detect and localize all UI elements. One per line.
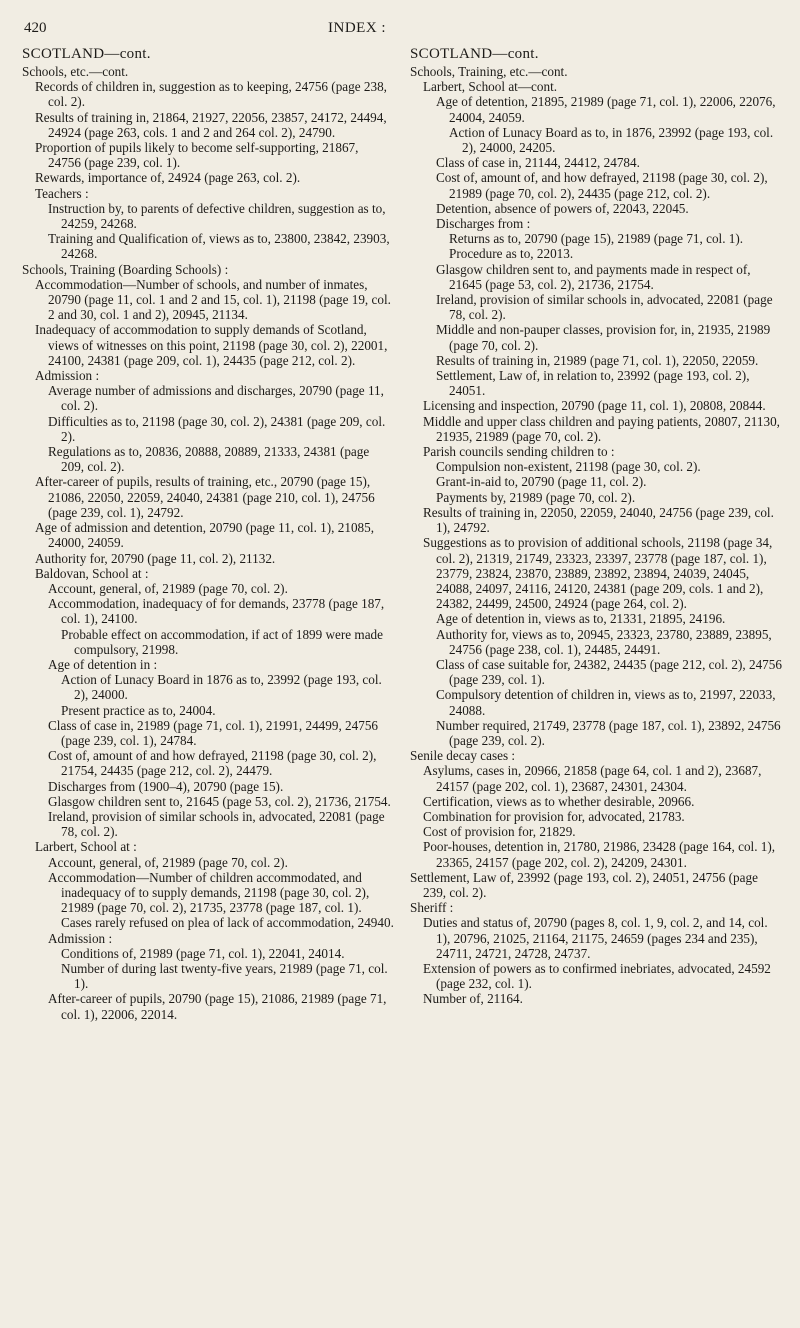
index-entry: Accommodation—Number of schools, and number of inmates, 20790 (page 11, col. 1 and 2 and 15, col. 1), 21198 (page 19, col. 2 and 30, col. 1 and 2), 20945, 21134. bbox=[35, 276, 391, 323]
page-number: 420 bbox=[24, 20, 47, 36]
index-entry: Account, general, of, 21989 (page 70, col. 2). bbox=[48, 580, 288, 596]
index-entry: Action of Lunacy Board as to, in 1876, 23992 (page 193, col. 2), 24000, 24205. bbox=[449, 124, 774, 156]
index-entry: Compulsory detention of children in, views as to, 21997, 22033, 24088. bbox=[436, 687, 776, 718]
index-entry: Settlement, Law of, 23992 (page 193, col. 2), 24051, 24756 (page 239, col. 2). bbox=[410, 869, 758, 900]
left-column bbox=[22, 44, 394, 1022]
index-entry: Suggestions as to provision of additional schools, 21198 (page 34, col. 2), 21319, 21749, 23323, 23397, 23778 (page 187, col. 1), 23779, 23824, 23870, 23889, 23892, 23894, 24039, 24045, 24088, 24097, 24116, 24120, 24381 (page 209, cols. 1 and 2), 24382, 24499, 24500, 24924 (page 264, col. 2). bbox=[423, 535, 773, 612]
index-entry: Sheriff : bbox=[410, 900, 454, 916]
running-title: INDEX : bbox=[328, 20, 387, 36]
index-entry: Cost of, amount of, and how defrayed, 21198 (page 30, col. 2), 21989 (page 70, col. 2), 24435 (page 212, col. 2). bbox=[436, 170, 768, 201]
index-entry: Glasgow children sent to, and payments made in respect of, 21645 (page 53, col. 2), 21736, 21754. bbox=[436, 261, 751, 292]
index-entry: Grant-in-aid to, 20790 (page 11, col. 2). bbox=[436, 474, 647, 490]
index-entry: Cost of, amount of and how defrayed, 21198 (page 30, col. 2), 21754, 24435 (page 212, col. 2), 24479. bbox=[48, 748, 377, 779]
index-entry: Class of case suitable for, 24382, 24435 (page 212, col. 2), 24756 (page 239, col. 1). bbox=[436, 656, 782, 688]
index-entry: Returns as to, 20790 (page 15), 21989 (page 71, col. 1). bbox=[449, 231, 744, 247]
index-entry: Rewards, importance of, 24924 (page 263, col. 2). bbox=[35, 170, 301, 186]
index-entry: Instruction by, to parents of defective children, suggestion as to, 24259, 24268. bbox=[48, 200, 386, 232]
index-entry: Parish councils sending children to : bbox=[423, 444, 615, 460]
index-entry: Number of, 21164. bbox=[423, 991, 523, 1007]
index-entry: Schools, Training (Boarding Schools) : bbox=[22, 261, 229, 277]
index-entry: Poor-houses, detention in, 21780, 21986, 23428 (page 164, col. 1), 23365, 24157 (page 202, col. 2), 24209, 24301. bbox=[423, 839, 776, 870]
index-entry: Number of during last twenty-five years, 21989 (page 71, col. 1). bbox=[61, 960, 388, 992]
index-entry: Discharges from (1900–4), 20790 (page 15). bbox=[48, 778, 284, 794]
index-entry: Detention, absence of powers of, 22043, 22045. bbox=[436, 200, 689, 216]
index-entry: Middle and upper class children and paying patients, 20807, 21130, 21935, 21989 (page 70, col. 2). bbox=[423, 413, 780, 444]
index-entry: Schools, Training, etc.—cont. bbox=[410, 64, 568, 79]
index-entry: Glasgow children sent to, 21645 (page 53, col. 2), 21736, 21754. bbox=[48, 793, 391, 809]
index-entry: Training and Qualification of, views as to, 23800, 23842, 23903, 24268. bbox=[48, 231, 390, 262]
index-entry: Baldovan, School at : bbox=[35, 565, 149, 581]
index-entry: Compulsion non-existent, 21198 (page 30, col. 2). bbox=[436, 459, 701, 475]
index-entry: Results of training in, 22050, 22059, 24040, 24756 (page 239, col. 1), 24792. bbox=[423, 504, 774, 536]
index-entry: Senile decay cases : bbox=[410, 748, 516, 764]
index-entry: Conditions of, 21989 (page 71, col. 1), 22041, 24014. bbox=[61, 945, 345, 961]
index-entry: Class of case in, 21144, 24412, 24784. bbox=[436, 155, 640, 171]
index-entry: Admission : bbox=[48, 930, 113, 946]
index-entry: Accommodation—Number of children accommodated, and inadequacy of to supply demands, 21198 (page 30, col. 2), 21989 (page 70, col. 2), 21735, 23778 (page 187, col. 1). bbox=[48, 869, 370, 916]
index-entry: Authority for, 20790 (page 11, col. 2), 21132. bbox=[35, 550, 276, 566]
index-entry: Age of detention, 21895, 21989 (page 71, col. 1), 22006, 22076, 24004, 24059. bbox=[436, 94, 776, 125]
index-entry: Duties and status of, 20790 (pages 8, col. 1, 9, col. 2, and 14, col. 1), 20796, 21025, 21164, 21175, 24659 (pages 234 and 235), 24711, 24721, 24728, 24737. bbox=[423, 915, 768, 961]
index-entry: Ireland, provision of similar schools in, advocated, 22081 (page 78, col. 2). bbox=[48, 808, 385, 840]
index-entry: Combination for provision for, advocated, 21783. bbox=[423, 808, 685, 824]
page-header bbox=[0, 20, 800, 42]
index-entry: Inadequacy of accommodation to supply demands of Scotland, views of witnesses on this point, 21198 (page 30, col. 2), 22001, 24100, 24381 (page 209, col. 1), 24435 (page 212, col. 2). bbox=[35, 322, 388, 368]
index-entry: Larbert, School at—cont. bbox=[423, 79, 558, 95]
index-entry: Accommodation, inadequacy of for demands, 23778 (page 187, col. 1), 24100. bbox=[48, 596, 385, 627]
index-entry: Present practice as to, 24004. bbox=[61, 702, 216, 718]
index-entry: Teachers : bbox=[35, 185, 89, 201]
index-entry: Authority for, views as to, 20945, 23323, 23780, 23889, 23895, 24756 (page 238, col. 1), 24485, 24491. bbox=[436, 626, 772, 657]
index-entry: Difficulties as to, 21198 (page 30, col. 2), 24381 (page 209, col. 2). bbox=[48, 413, 386, 444]
index-entry: Action of Lunacy Board in 1876 as to, 23992 (page 193, col. 2), 24000. bbox=[61, 672, 382, 703]
index-entry: Ireland, provision of similar schools in, advocated, 22081 (page 78, col. 2). bbox=[436, 292, 773, 323]
column-heading: SCOTLAND—cont. bbox=[410, 46, 539, 62]
index-entry: Regulations as to, 20836, 20888, 20889, 21333, 24381 (page 209, col. 2). bbox=[48, 444, 370, 475]
index-entry: Results of training in, 21989 (page 71, col. 1), 22050, 22059. bbox=[436, 352, 759, 368]
index-entry: Class of case in, 21989 (page 71, col. 1), 21991, 24499, 24756 (page 239, col. 1), 24784. bbox=[48, 717, 379, 748]
index-entry: Number required, 21749, 23778 (page 187, col. 1), 23892, 24756 (page 239, col. 2). bbox=[436, 717, 781, 748]
index-entry: Probable effect on accommodation, if act of 1899 were made compulsory, 21998. bbox=[61, 626, 383, 657]
index-entry: After-career of pupils, 20790 (page 15), 21086, 21989 (page 71, col. 1), 22006, 22014. bbox=[48, 991, 387, 1022]
index-entry: Settlement, Law of, in relation to, 23992 (page 193, col. 2), 24051. bbox=[436, 368, 750, 399]
index-entry: Schools, etc.—cont. bbox=[22, 64, 129, 79]
index-entry: Payments by, 21989 (page 70, col. 2). bbox=[436, 489, 636, 505]
index-entry: Cases rarely refused on plea of lack of accommodation, 24940. bbox=[61, 915, 394, 931]
index-entry: Results of training in, 21864, 21927, 22056, 23857, 24172, 24494, 24924 (page 263, cols. 1 and 2 and 264 col. 2), 24790. bbox=[35, 109, 387, 140]
right-column bbox=[410, 44, 782, 1007]
index-entry: Extension of powers as to confirmed inebriates, advocated, 24592 (page 232, col. 1). bbox=[423, 960, 771, 992]
index-entry: Middle and non-pauper classes, provision for, in, 21935, 21989 (page 70, col. 2). bbox=[436, 322, 771, 353]
index-entry: Records of children in, suggestion as to keeping, 24756 (page 238, col. 2). bbox=[35, 79, 387, 110]
index-entry: Age of detention in : bbox=[48, 656, 158, 672]
index-entry: Discharges from : bbox=[436, 216, 531, 232]
column-heading: SCOTLAND—cont. bbox=[22, 46, 151, 62]
index-entry: Cost of provision for, 21829. bbox=[423, 824, 576, 840]
index-entry: Larbert, School at : bbox=[35, 839, 137, 855]
index-entry: Admission : bbox=[35, 368, 100, 384]
index-entry: After-career of pupils, results of training, etc., 20790 (page 15), 21086, 22050, 22059, 24040, 24381 (page 210, col. 1), 24756 (page 239, col. 1), 24792. bbox=[35, 474, 375, 520]
index-entry: Procedure as to, 22013. bbox=[449, 246, 574, 262]
index-entry: Asylums, cases in, 20966, 21858 (page 64, col. 1 and 2), 23687, 24157 (page 202, col. 1), 23687, 24301, 24304. bbox=[423, 763, 762, 794]
index-entry: Licensing and inspection, 20790 (page 11, col. 1), 20808, 20844. bbox=[423, 398, 766, 414]
index-entry: Proportion of pupils likely to become self-supporting, 21867, 24756 (page 239, col. 1). bbox=[35, 140, 359, 171]
index-entry: Average number of admissions and discharges, 20790 (page 11, col. 2). bbox=[48, 383, 384, 414]
index-entry: Account, general, of, 21989 (page 70, col. 2). bbox=[48, 854, 288, 870]
index-entry: Age of detention in, views as to, 21331, 21895, 24196. bbox=[436, 611, 726, 627]
index-entry: Age of admission and detention, 20790 (page 11, col. 1), 21085, 24000, 24059. bbox=[35, 520, 375, 551]
index-entry: Certification, views as to whether desirable, 20966. bbox=[423, 793, 695, 809]
